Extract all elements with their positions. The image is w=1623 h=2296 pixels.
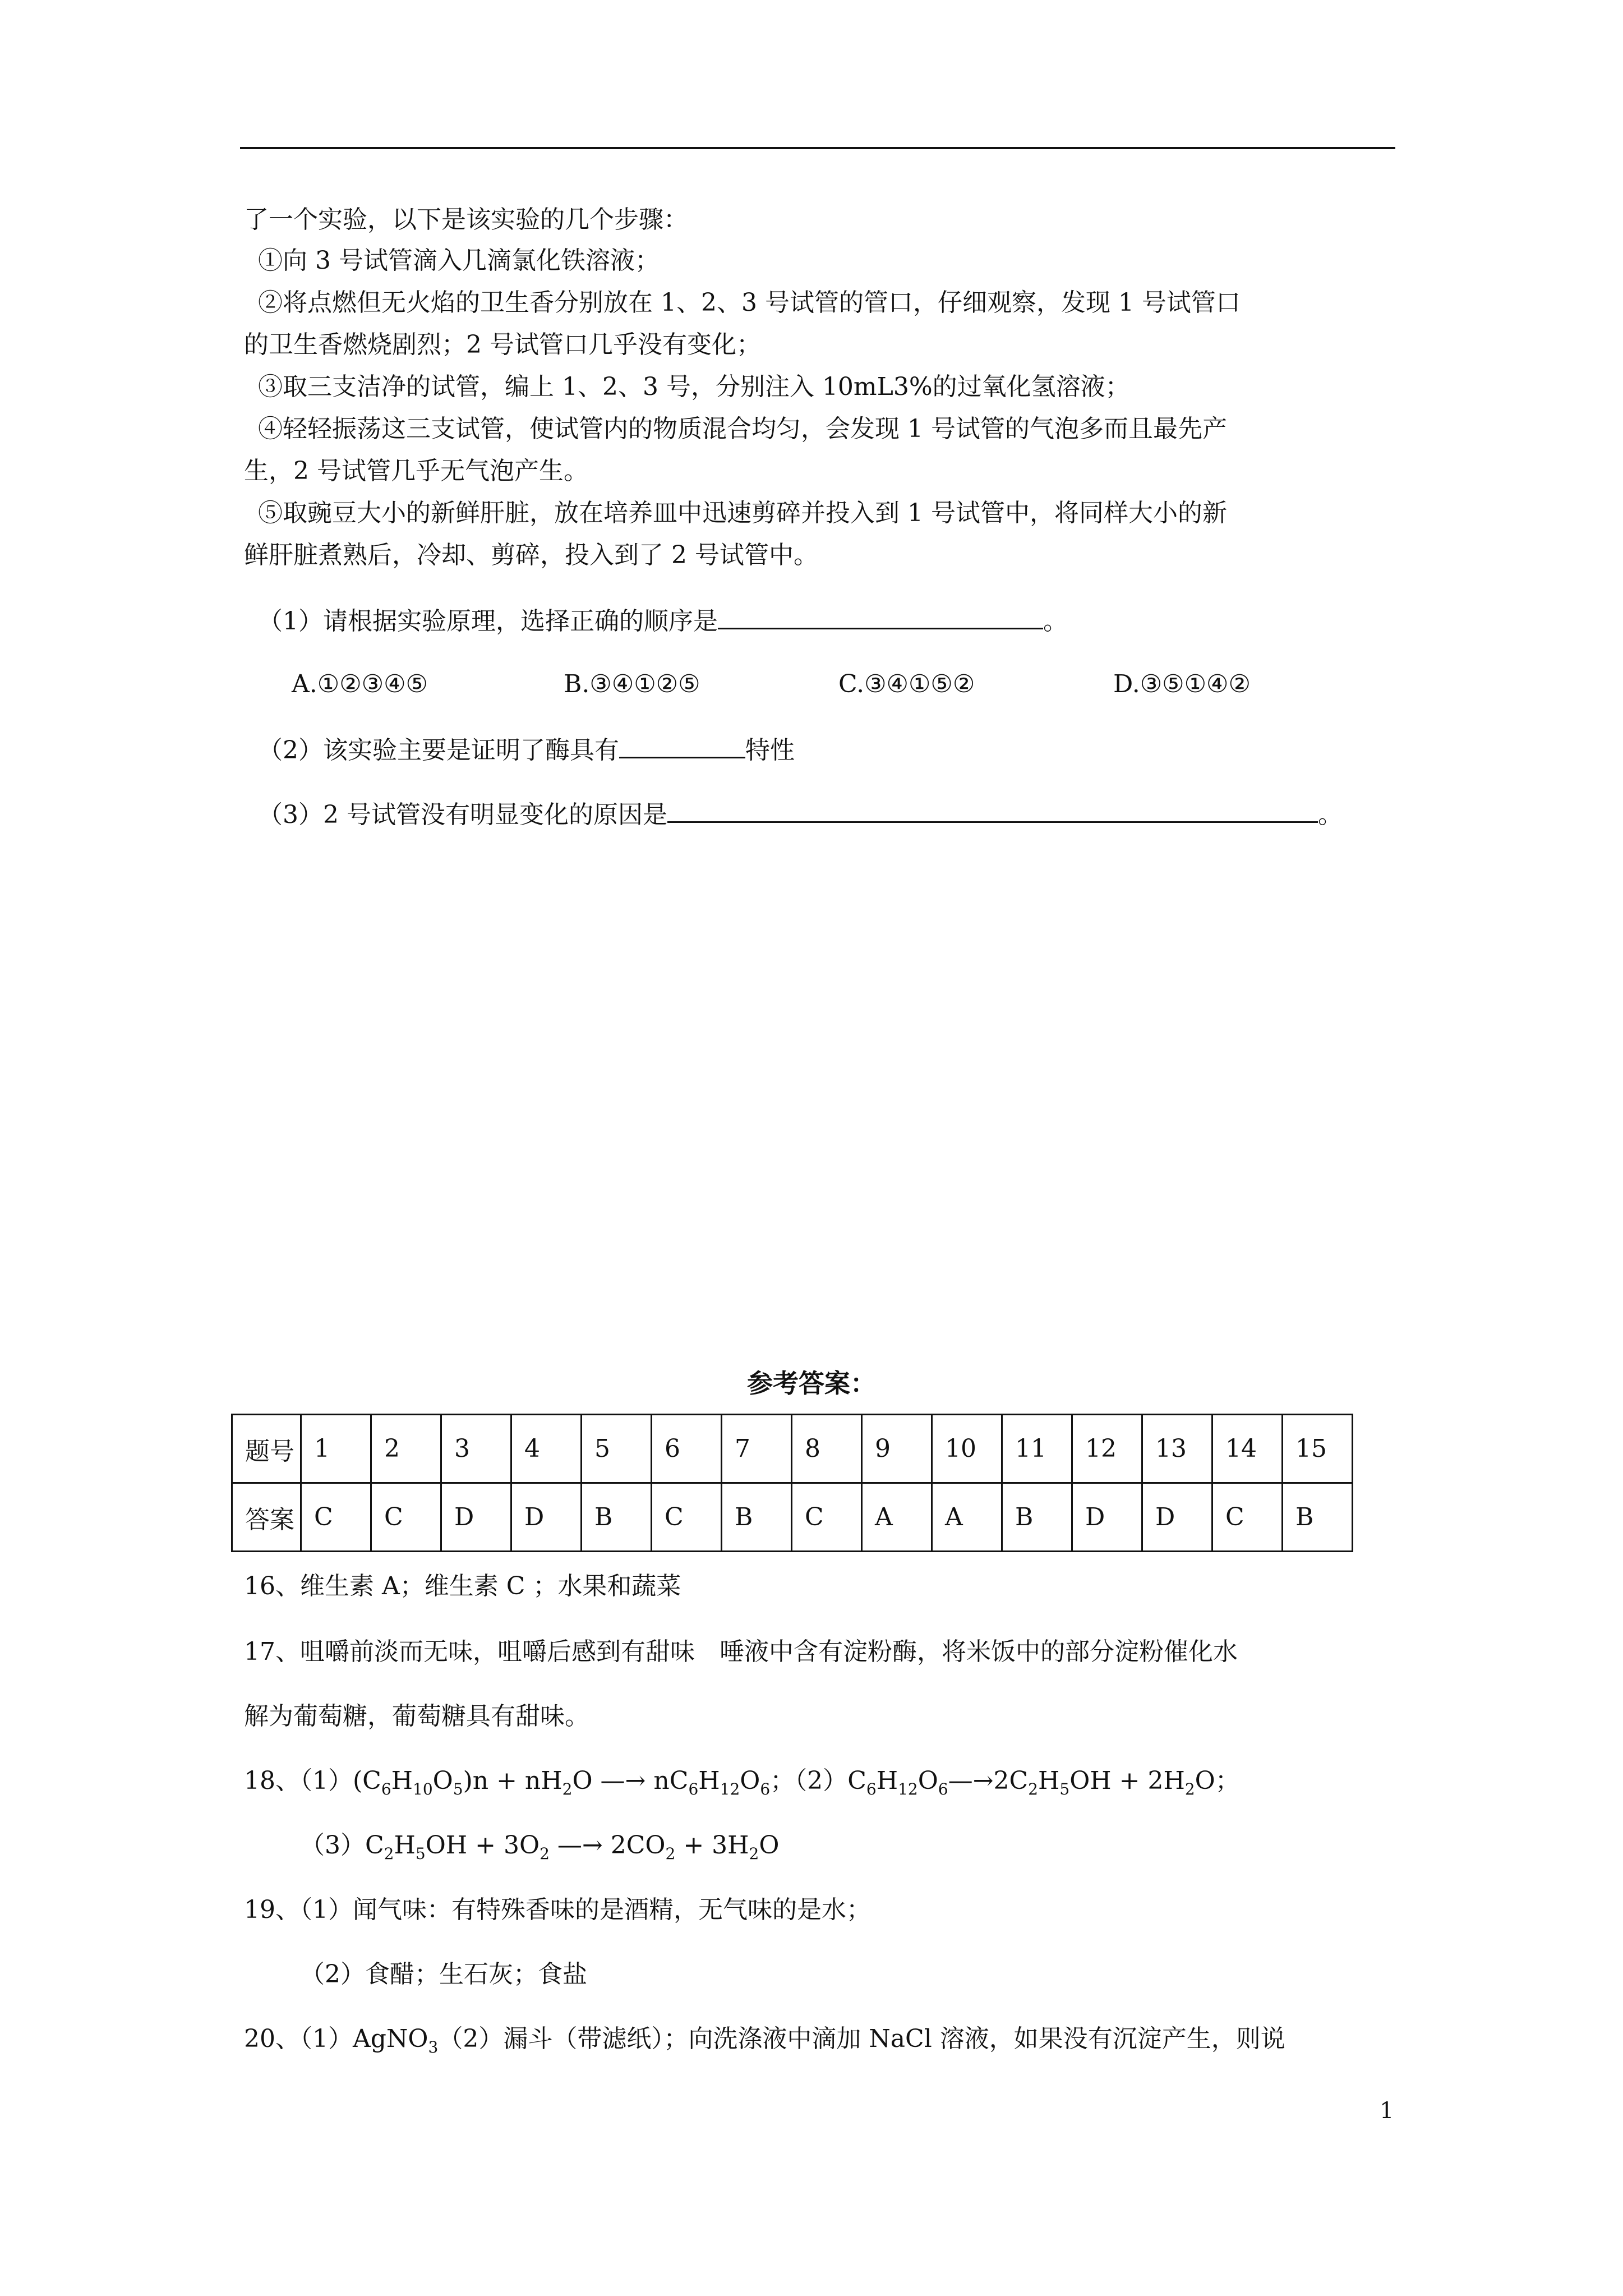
table-cell: 10 [932, 1415, 1002, 1483]
header-rule [240, 147, 1395, 149]
table-cell: 4 [511, 1415, 582, 1483]
table-cell: 12 [1072, 1415, 1142, 1483]
table-cell: C [301, 1483, 371, 1552]
subscript: 2 [384, 1844, 394, 1863]
table-cell: 7 [722, 1415, 792, 1483]
eq-text: O [432, 1766, 453, 1795]
subscript: 2 [1184, 1779, 1195, 1798]
table-cell: C [792, 1483, 862, 1552]
q1-suffix: 。 [1043, 607, 1068, 636]
step-4: ④轻轻振荡这三支试管，使试管内的物质混合均匀，会发现 1 号试管的气泡多而且最先产 [258, 415, 1227, 443]
eq-text: O [759, 1831, 780, 1860]
eq-text: 2C [993, 1766, 1029, 1795]
table-cell: A [932, 1483, 1002, 1552]
eq-text: 20、（1）AgNO [244, 2024, 428, 2053]
answer-17-line1: 17、咀嚼前淡而无味，咀嚼后感到有甜味 唾液中含有淀粉酶，将米饭中的部分淀粉催化水 [244, 1637, 1238, 1666]
eq-text: OH + 3O [425, 1831, 540, 1860]
table-cell: 9 [862, 1415, 932, 1483]
eq-text: 2CO [610, 1831, 666, 1860]
eq-text: nC [653, 1766, 689, 1795]
q1-prefix: （1）请根据实验原理，选择正确的顺序是 [258, 607, 718, 636]
table-cell: C [1212, 1483, 1283, 1552]
table-cell: B [1283, 1483, 1353, 1552]
table-row [232, 1483, 1353, 1552]
table-cell: C [652, 1483, 722, 1552]
eq-text: H [1038, 1766, 1060, 1795]
step-4-cont: 生，2 号试管几乎无气泡产生。 [244, 457, 588, 485]
table-cell: B [582, 1483, 652, 1552]
table-cell: 2 [371, 1415, 441, 1483]
q3-prefix: （3）2 号试管没有明显变化的原因是 [258, 800, 667, 829]
eq-text: H [391, 1766, 413, 1795]
q2-suffix: 特性 [745, 736, 795, 765]
q1-answer-blank[interactable] [718, 603, 1043, 629]
q2-answer-blank[interactable] [619, 732, 745, 758]
answers-title: 参考答案： [747, 1368, 876, 1398]
subscript: 6 [381, 1779, 391, 1798]
eq-text: O [917, 1766, 938, 1795]
table-cell: B [722, 1483, 792, 1552]
step-5-cont: 鲜肝脏煮熟后，冷却、剪碎，投入到了 2 号试管中。 [244, 541, 818, 569]
subscript: 2 [665, 1844, 676, 1863]
eq-text: H [394, 1831, 416, 1860]
eq-text: O； [1195, 1766, 1240, 1795]
table-cell: A [862, 1483, 932, 1552]
subscript: 5 [453, 1779, 463, 1798]
table-cell: B [1002, 1483, 1072, 1552]
answer-17-line2: 解为葡萄糖，葡萄糖具有甜味。 [244, 1702, 589, 1731]
subscript: 12 [898, 1779, 918, 1798]
table-cell: D [511, 1483, 582, 1552]
answer-label: 答案 [232, 1483, 301, 1552]
answer-19-line2: （2）食醋；生石灰；食盐 [300, 1960, 587, 1989]
table-cell: 3 [441, 1415, 511, 1483]
subscript: 3 [428, 2037, 439, 2056]
subscript: 2 [1028, 1779, 1038, 1798]
subscript: 6 [866, 1779, 877, 1798]
step-5: ⑤取豌豆大小的新鲜肝脏，放在培养皿中迅速剪碎并投入到 1 号试管中，将同样大小的新 [258, 499, 1227, 527]
table-cell: 11 [1002, 1415, 1072, 1483]
question-1 [258, 603, 1068, 638]
page-number: 1 [1380, 2098, 1394, 2124]
subscript: 2 [562, 1779, 573, 1798]
eq-text: )n + nH [463, 1766, 562, 1795]
q3-suffix: 。 [1317, 800, 1343, 829]
subscript: 5 [415, 1844, 426, 1863]
table-cell: 6 [652, 1415, 722, 1483]
eq-text: C [365, 1831, 384, 1860]
table-cell: 8 [792, 1415, 862, 1483]
table-cell: C [371, 1483, 441, 1552]
table-cell: 14 [1212, 1415, 1283, 1483]
answer-19-line1: 19、（1）闻气味：有特殊香味的是酒精，无气味的是水； [244, 1895, 871, 1924]
subscript: 6 [938, 1779, 948, 1798]
eq-text: C [847, 1766, 866, 1795]
step-2-cont: 的卫生香燃烧剧烈；2 号试管口几乎没有变化； [244, 330, 761, 359]
subscript: 10 [413, 1779, 433, 1798]
answer-16: 16、维生素 A；维生素 C ；水果和蔬菜 [244, 1572, 681, 1600]
subscript: 2 [540, 1844, 550, 1863]
eq-text: ；（2） [770, 1766, 848, 1795]
eq-text: (C [352, 1766, 381, 1795]
step-3: ③取三支洁净的试管，编上 1、2、3 号，分别注入 10mL3%的过氧化氢溶液； [258, 372, 1130, 401]
table-cell: D [1142, 1483, 1212, 1552]
eq-text: （2）漏斗（带滤纸）；向洗涤液中滴加 NaCl 溶液，如果没有沉淀产生，则说 [438, 2024, 1285, 2053]
question-3 [258, 797, 1343, 832]
option-d: D.③⑤①④② [1113, 670, 1251, 698]
answer-table [231, 1414, 1353, 1552]
table-row [232, 1415, 1353, 1483]
step-2: ②将点燃但无火焰的卫生香分别放在 1、2、3 号试管的管口，仔细观察，发现 1 号试管口 [258, 288, 1241, 317]
table-cell: D [1072, 1483, 1142, 1552]
question-intro: 了一个实验，以下是该实验的几个步骤： [244, 205, 688, 234]
reaction-arrow: —→ [600, 1766, 646, 1795]
q3-answer-blank[interactable] [667, 797, 1318, 823]
table-cell: 5 [582, 1415, 652, 1483]
reaction-arrow: —→ [948, 1766, 994, 1795]
eq-text: O [572, 1766, 593, 1795]
answer-20 [244, 2022, 1285, 2064]
eq-text: H [876, 1766, 898, 1795]
subscript: 5 [1059, 1779, 1070, 1798]
option-c: C.③④①⑤② [838, 670, 975, 698]
option-a: A.①②③④⑤ [292, 670, 428, 698]
answer-18-line1 [244, 1764, 1240, 1806]
eq-text: O [740, 1766, 760, 1795]
option-b: B.③④①②⑤ [564, 670, 700, 698]
eq-text: OH + 2H [1069, 1766, 1185, 1795]
table-cell: 15 [1283, 1415, 1353, 1483]
table-cell: 1 [301, 1415, 371, 1483]
table-cell: 13 [1142, 1415, 1212, 1483]
eq-text: + 3H [675, 1831, 749, 1860]
reaction-arrow: —→ [557, 1831, 603, 1860]
table-cell: D [441, 1483, 511, 1552]
subscript: 6 [760, 1779, 771, 1798]
subscript: 6 [688, 1779, 699, 1798]
answer-18-line2 [300, 1829, 779, 1871]
step-1: ①向 3 号试管滴入几滴氯化铁溶液； [258, 246, 660, 275]
subscript: 2 [749, 1844, 759, 1863]
q2-prefix: （2）该实验主要是证明了酶具有 [258, 736, 619, 765]
eq-text: （3） [300, 1831, 365, 1860]
subscript: 12 [720, 1779, 740, 1798]
question-2 [258, 732, 795, 767]
eq-text: H [698, 1766, 720, 1795]
header-label: 题号 [232, 1415, 301, 1483]
a18-number: 18、（1） [244, 1766, 353, 1795]
